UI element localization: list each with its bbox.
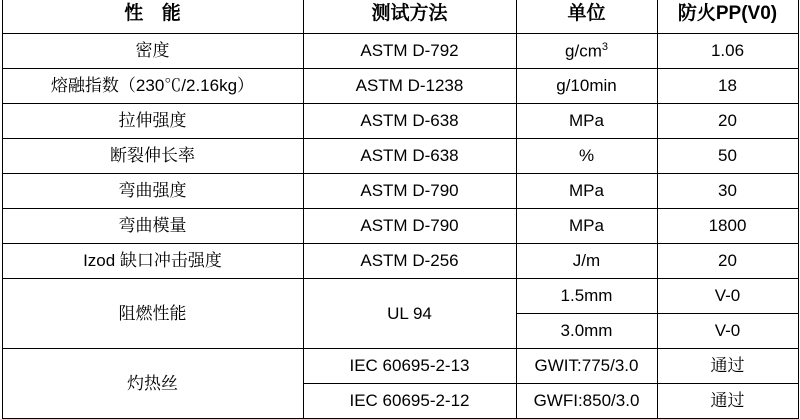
cell-value: V-0 [657,279,798,314]
cell-property: 阻燃性能 [2,279,303,349]
table-row [2,174,798,209]
unit-superscript: 3 [601,40,608,53]
cell-property: 熔融指数（230℃/2.16kg） [2,69,303,104]
cell-unit: GWIT:775/3.0 [516,349,657,384]
table-row-flame [2,279,798,314]
cell-unit: MPa [516,174,657,209]
cell-value: 20 [657,244,798,279]
cell-method: UL 94 [303,279,516,349]
cell-property: 弯曲模量 [2,209,303,244]
cell-unit: 1.5mm [516,279,657,314]
cell-method: ASTM D-792 [303,34,516,69]
table-row [2,139,798,174]
cell-method: ASTM D-790 [303,174,516,209]
cell-unit: % [516,139,657,174]
unit-text: g/cm [565,41,602,61]
cell-value: 50 [657,139,798,174]
cell-value: 1.06 [657,34,798,69]
cell-property: 拉伸强度 [2,104,303,139]
cell-property: 弯曲强度 [2,174,303,209]
cell-method: ASTM D-638 [303,104,516,139]
cell-unit: 3.0mm [516,314,657,349]
column-header-method: 测试方法 [303,0,516,34]
cell-unit: MPa [516,209,657,244]
cell-method: IEC 60695-2-12 [303,384,516,419]
cell-unit: GWFI:850/3.0 [516,384,657,419]
cell-unit [516,34,657,69]
cell-method: ASTM D-638 [303,139,516,174]
table-row [2,104,798,139]
column-header-value: 防火PP(V0) [657,0,798,34]
table-row-glow-wire [2,349,798,384]
table-row [2,34,798,69]
cell-value: 30 [657,174,798,209]
cell-unit: g/10min [516,69,657,104]
table-row [2,209,798,244]
column-header-unit: 单位 [516,0,657,34]
cell-value: V-0 [657,314,798,349]
cell-value: 20 [657,104,798,139]
cell-method: ASTM D-790 [303,209,516,244]
cell-method: ASTM D-1238 [303,69,516,104]
table-header-row [2,0,798,34]
cell-method: IEC 60695-2-13 [303,349,516,384]
column-header-property: 性 能 [2,0,303,34]
cell-method: ASTM D-256 [303,244,516,279]
specification-table [2,0,799,419]
table-row [2,244,798,279]
cell-value: 18 [657,69,798,104]
cell-unit: J/m [516,244,657,279]
cell-value: 通过 [657,384,798,419]
cell-unit: MPa [516,104,657,139]
table-row [2,69,798,104]
cell-property: Izod 缺口冲击强度 [2,244,303,279]
cell-value: 1800 [657,209,798,244]
cell-property: 灼热丝 [2,349,303,419]
cell-property: 断裂伸长率 [2,139,303,174]
cell-property: 密度 [2,34,303,69]
cell-value: 通过 [657,349,798,384]
